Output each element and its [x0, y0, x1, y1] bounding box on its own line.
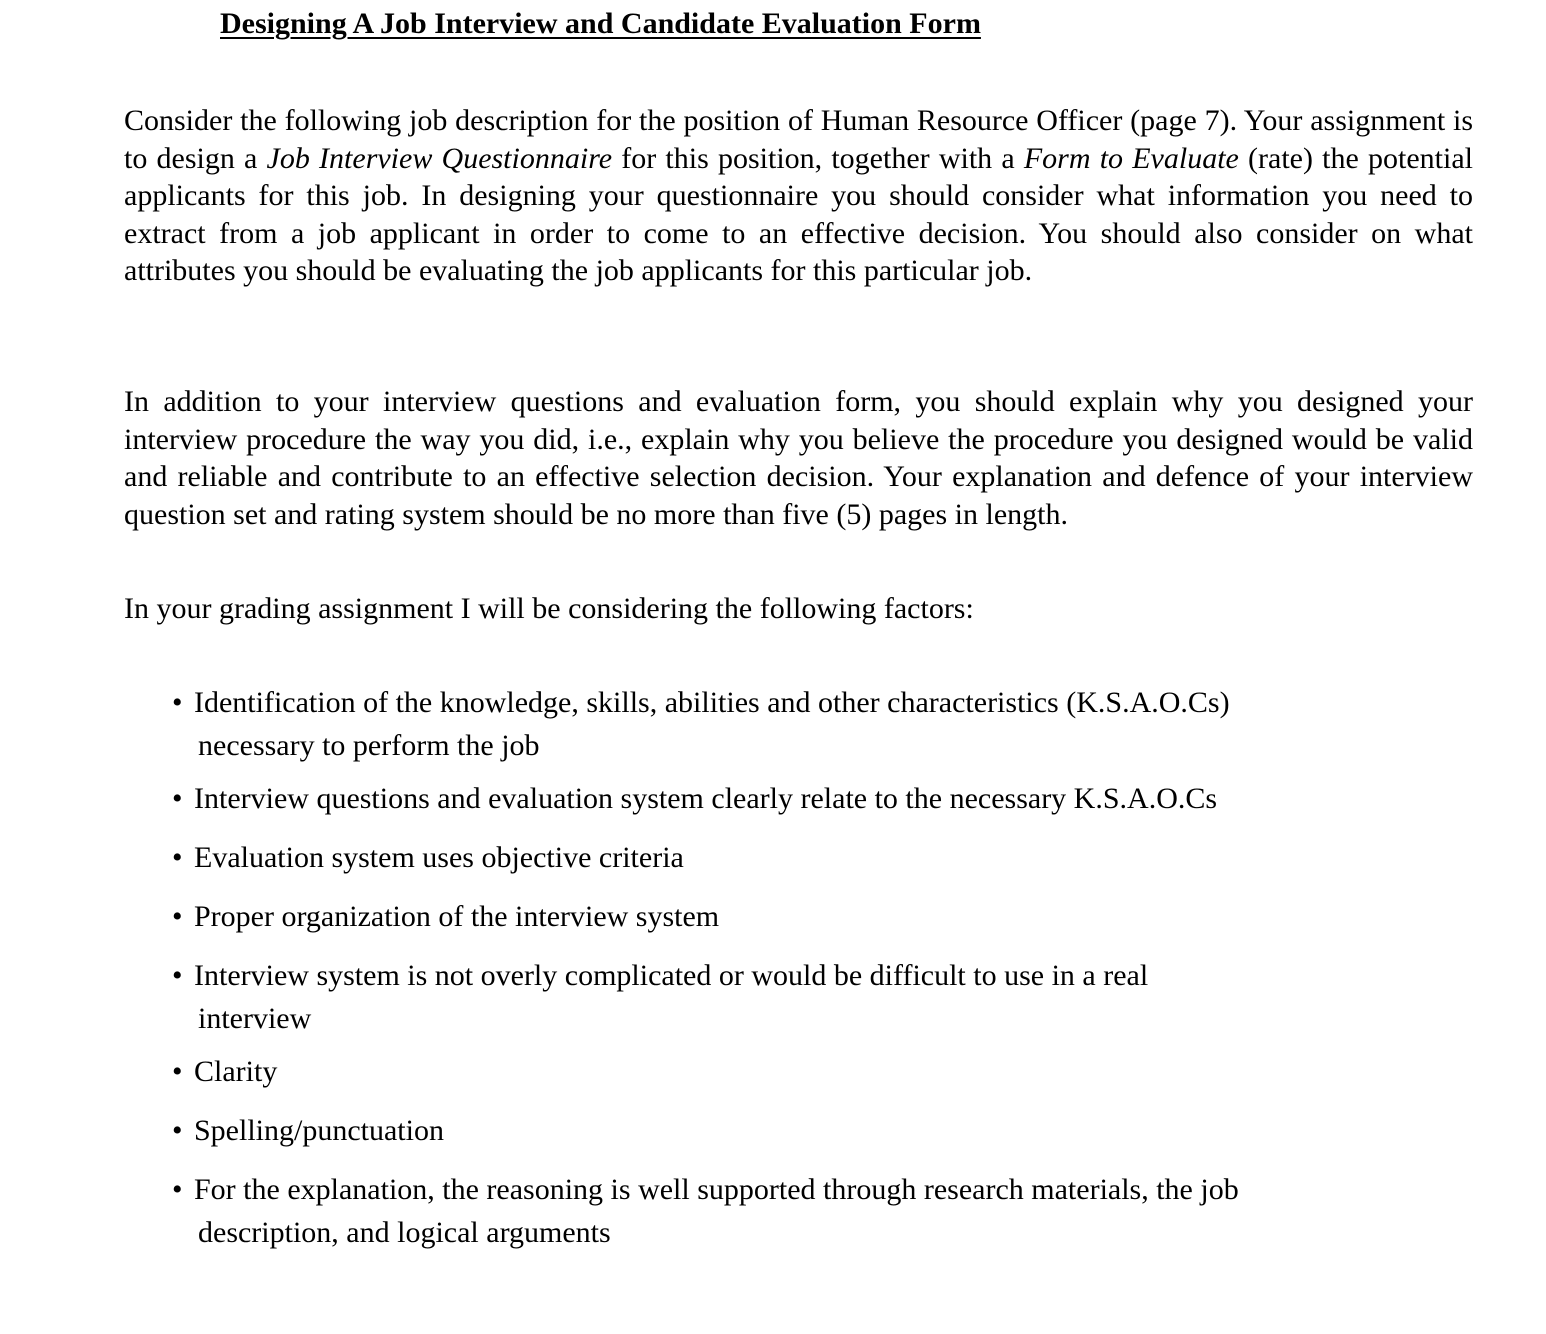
- document-title: Designing A Job Interview and Candidate Evaluation Form: [220, 7, 981, 40]
- bullet-icon: •: [172, 959, 183, 992]
- grading-intro: In your grading assignment I will be considering the following factors:: [124, 592, 974, 625]
- intro-text-1: Consider the following job description for the position of Human Resource Officer (page 7). Your assignment is to design a: [124, 104, 1473, 175]
- bullet-text: For the explanation, the reasoning is well supported through research materials, the job: [194, 1173, 1239, 1206]
- list-item: [172, 1168, 1239, 1254]
- bullet-icon: •: [172, 1114, 183, 1147]
- bullet-text: Identification of the knowledge, skills, abilities and other characteristics (K.S.A.O.Cs): [194, 686, 1230, 719]
- bullet-text: Spelling/punctuation: [194, 1114, 444, 1147]
- explanation-paragraph: In addition to your interview questions and evaluation form, you should explain why you designed your interview procedure the way you did, i.e., explain why you believe the procedure you designed would be valid and reliable and contribute to an effective selection decision. Your explanation and defence of your interview question set and rating system should be no more than five (5) pages in length.: [124, 385, 1473, 531]
- bullet-text: Clarity: [194, 1055, 278, 1088]
- list-item: [172, 777, 1217, 820]
- bullet-text-continuation: description, and logical arguments: [198, 1216, 611, 1249]
- intro-text-3: (rate) the potential applicants for this job. In designing your questionnaire you should consider what information you need to extract from a job applicant in order to come to an effective decision. You should also consider on what attributes you should be evaluating the job applicants for this particular job.: [124, 141, 1473, 287]
- bullet-text-continuation: interview: [198, 1002, 312, 1035]
- bullet-icon: •: [172, 841, 183, 874]
- intro-paragraph: [124, 102, 1473, 290]
- list-item: [172, 895, 719, 938]
- list-item: [172, 836, 684, 879]
- bullet-icon: •: [172, 900, 183, 933]
- intro-italic-questionnaire: Job Interview Questionnaire: [266, 141, 613, 175]
- list-item: [172, 1109, 444, 1152]
- list-item: [172, 954, 1148, 1040]
- bullet-icon: •: [172, 782, 183, 815]
- intro-text-2: for this position, together with a: [612, 141, 1024, 175]
- bullet-text-continuation: necessary to perform the job: [198, 729, 540, 762]
- bullet-text: Interview system is not overly complicated or would be difficult to use in a real: [194, 959, 1149, 992]
- bullet-icon: •: [172, 686, 183, 719]
- bullet-text: Interview questions and evaluation system clearly relate to the necessary K.S.A.O.Cs: [194, 782, 1218, 815]
- list-item: [172, 1050, 277, 1093]
- bullet-text: Evaluation system uses objective criteria: [194, 841, 684, 874]
- list-item: [172, 681, 1230, 767]
- bullet-icon: •: [172, 1173, 183, 1206]
- bullet-icon: •: [172, 1055, 183, 1088]
- intro-italic-evaluate: Form to Evaluate: [1023, 141, 1239, 175]
- bullet-text: Proper organization of the interview system: [194, 900, 720, 933]
